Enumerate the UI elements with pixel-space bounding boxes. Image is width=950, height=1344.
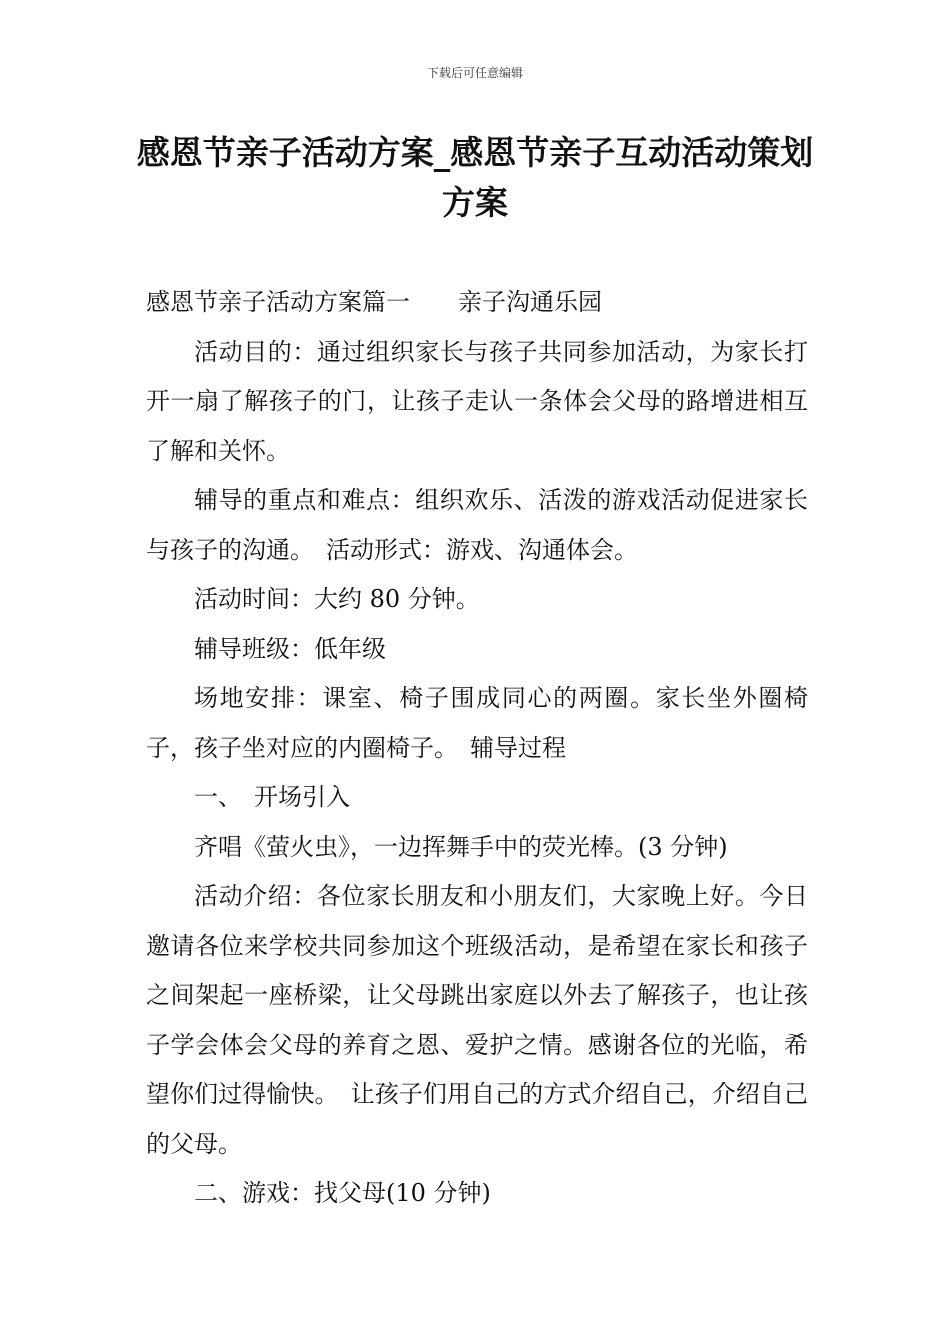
document-body bbox=[146, 278, 808, 1219]
form-text: 活动形式：游戏、沟通体会。 bbox=[326, 535, 638, 564]
paragraph-step2: 二、游戏：找父母(10 分钟) bbox=[194, 1179, 491, 1207]
self-intro-text: 让孩子们用自己的方式介绍自己，介绍自己的父母。 bbox=[146, 1080, 808, 1158]
paragraph-venue bbox=[146, 674, 808, 773]
section-heading bbox=[146, 278, 808, 328]
step1-label: 一、 bbox=[194, 783, 242, 811]
paragraph-focus bbox=[146, 476, 808, 575]
paragraph-song: 齐唱《萤火虫》，一边挥舞手中的荧光棒。(3 分钟) bbox=[194, 832, 728, 861]
process-text: 辅导过程 bbox=[470, 733, 566, 762]
paragraph-step1 bbox=[146, 773, 808, 823]
paragraph-purpose: 活动目的：通过组织家长与孩子共同参加活动，为家长打开一扇了解孩子的门，让孩子走认一条体会父母的路增进相互了解和关怀。 bbox=[146, 337, 808, 465]
paragraph-time: 活动时间：大约 80 分钟。 bbox=[194, 585, 480, 613]
header-note: 下载后可任意编辑 bbox=[426, 66, 523, 80]
paragraph-grade: 辅导班级：低年级 bbox=[194, 634, 386, 663]
section-heading-left: 感恩节亲子活动方案篇一 bbox=[146, 288, 410, 316]
section-heading-right: 亲子沟通乐园 bbox=[458, 288, 602, 316]
focus-text: 辅导的重点和难点：组织欢乐、活泼的游戏活动促进家长与孩子的沟通。 bbox=[146, 486, 808, 564]
intro-text: 活动介绍：各位家长朋友和小朋友们，大家晚上好。今日邀请各位来学校共同参加这个班级活动，是希望在家长和孩子之间架起一座桥梁，让父母跳出家庭以外去了解孩子，也让孩子学会体会父母的养育之恩、爱护之情。感谢各位的光临，希望你们过得愉快。 bbox=[146, 882, 808, 1108]
step1-text: 开场引入 bbox=[254, 783, 350, 811]
paragraph-intro bbox=[146, 872, 808, 1169]
venue-text: 场地安排：课室、椅子围成同心的两圈。家长坐外圈椅子，孩子坐对应的内圈椅子。 bbox=[146, 684, 808, 762]
document-title: 感恩节亲子活动方案_感恩节亲子互动活动策划方案 bbox=[136, 133, 814, 222]
